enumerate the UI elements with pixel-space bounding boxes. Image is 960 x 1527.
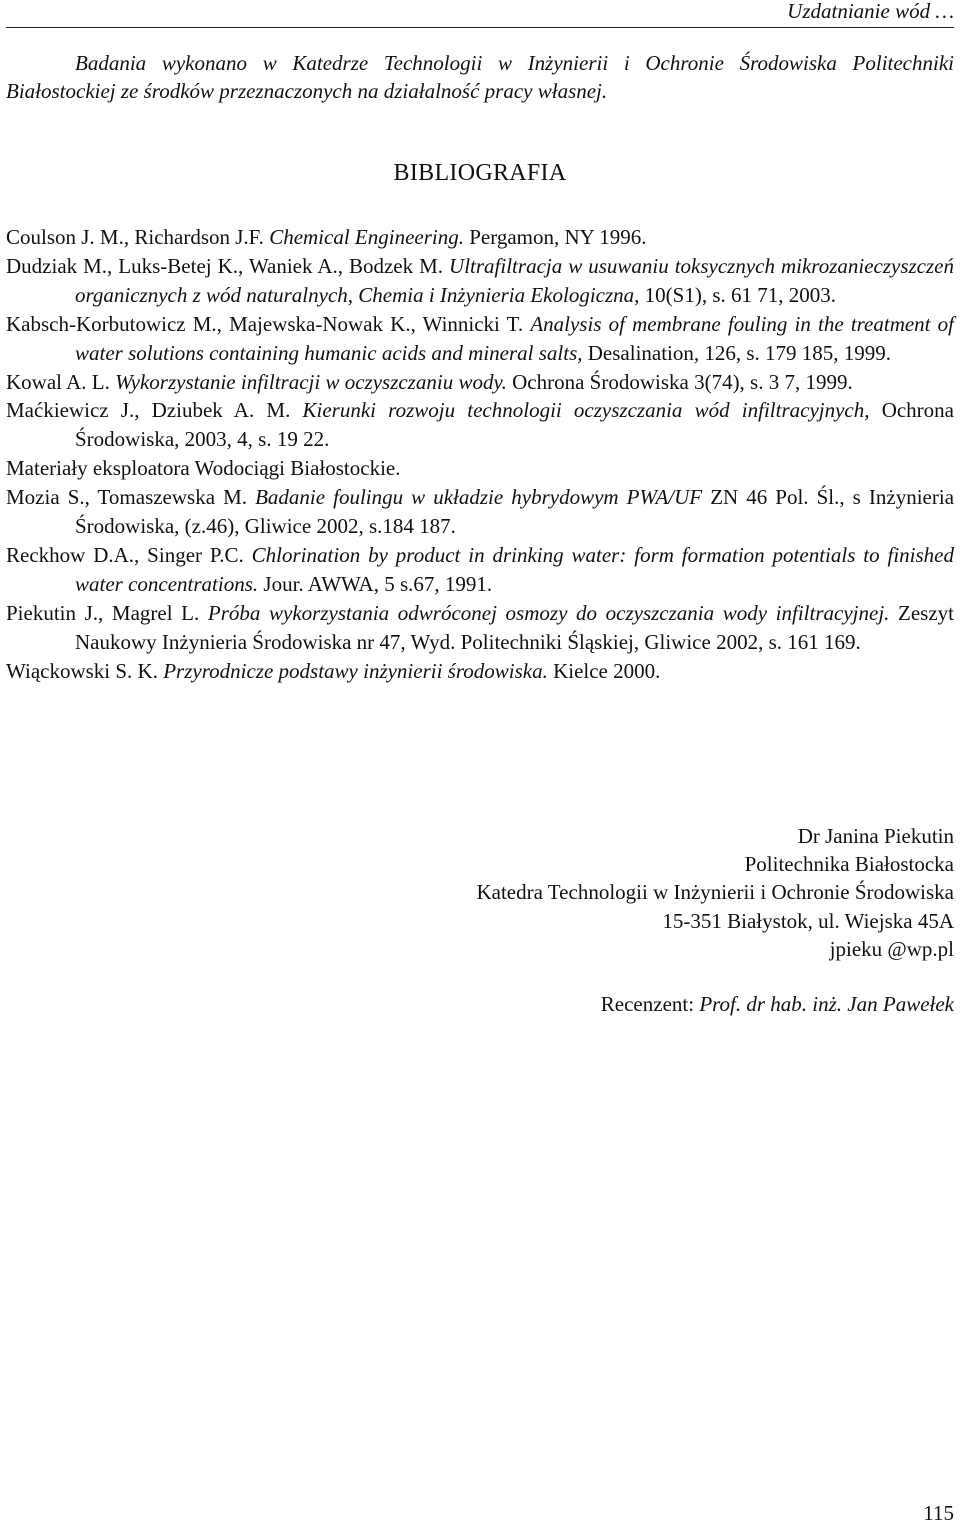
reference-entry (6, 252, 954, 310)
reference-authors: Kowal A. L. (6, 369, 110, 394)
reference-title: Analysis of membrane fouling in the treatment of water solutions containing humanic acids and mineral salts, (75, 311, 954, 365)
header-rule (6, 27, 954, 28)
acknowledgement: Badania wykonano w Katedrze Technologii w Inżynierii i Ochronie Środowiska Politechniki Białostockiej ze środków przeznaczonych na działalność pracy własnej. (6, 51, 954, 103)
reviewer-line (601, 990, 954, 1018)
reference-title: Badanie foulingu w układzie hybrydowym PWA/UF (255, 485, 703, 510)
running-header: Uzdatnianie wód … (787, 0, 954, 23)
author-institution: Politechnika Białostocka (744, 852, 954, 877)
reference-title: Przyrodnicze podstawy inżynierii środowiska. (163, 658, 548, 683)
reference-authors: Mozia S., Tomaszewska M. (6, 485, 248, 510)
reference-authors: Maćkiewicz J., Dziubek A. M. (6, 398, 291, 423)
reviewer-name: Prof. dr hab. inż. Jan Pawełek (699, 992, 954, 1016)
reference-authors: Coulson J. M., Richardson J.F. (6, 225, 264, 249)
author-department: Katedra Technologii w Inżynierii i Ochronie Środowiska (476, 880, 954, 905)
reference-entry (6, 483, 954, 541)
reference-details: Kielce 2000. (553, 658, 661, 683)
reference-entry (6, 368, 954, 397)
reference-list (6, 223, 954, 686)
reference-details: ZN 46 Pol. Śl., s Inżynieria Środowiska, (z.46), Gliwice 2002, s.184 187. (75, 485, 955, 539)
reference-title: Wykorzystanie infiltracji w oczyszczaniu wody. (115, 369, 507, 394)
reference-details: Ochrona Środowiska, 2003, 4, s. 19 22. (75, 398, 954, 452)
reviewer-label: Recenzent: (600, 992, 695, 1016)
reference-details: 10(S1), s. 61 71, 2003. (644, 282, 836, 307)
reference-title: Kierunki rozwoju technologii oczyszczania wód infiltracyjnych, (302, 398, 870, 423)
author-signature-block (476, 822, 954, 963)
reference-authors: Wiąckowski S. K. (6, 658, 158, 683)
reference-entry (6, 310, 954, 368)
reference-authors: Piekutin J., Magrel L. (6, 600, 200, 625)
reference-details: Desalination, 126, s. 179 185, 1999. (587, 340, 892, 365)
author-email: jpieku @wp.pl (829, 936, 954, 961)
reference-entry (6, 454, 954, 483)
reference-entry (6, 396, 954, 454)
reference-authors: Dudziak M., Luks-Betej K., Waniek A., Bodzek M. (6, 253, 444, 278)
author-name: Dr Janina Piekutin (797, 824, 954, 848)
reference-entry (6, 541, 954, 599)
reference-details: Zeszyt Naukowy Inżynieria Środowiska nr 47, Wyd. Politechniki Śląskiej, Gliwice 2002, s. 161 169. (75, 600, 955, 654)
reference-authors: Reckhow D.A., Singer P.C. (6, 542, 244, 567)
reference-title: Próba wykorzystania odwróconej osmozy do oczyszczania wody infiltracyjnej. (207, 600, 890, 625)
page-number: 115 (923, 1501, 954, 1525)
reference-authors: Materiały eksploatora Wodociągi Białostockie. (6, 456, 401, 481)
reference-title: Chemical Engineering. (269, 225, 464, 249)
reference-title: Chlorination by product in drinking water: form formation potentials to finished water concentrations. (75, 542, 954, 596)
reference-entry (6, 657, 954, 686)
author-address: 15-351 Białystok, ul. Wiejska 45A (662, 908, 954, 933)
reference-authors: Kabsch-Korbutowicz M., Majewska-Nowak K., Winnicki T. (6, 311, 524, 336)
reference-entry (6, 599, 954, 657)
reference-entry (6, 223, 954, 252)
reference-details: Ochrona Środowiska 3(74), s. 3 7, 1999. (512, 369, 853, 394)
bibliography-title: BIBLIOGRAFIA (393, 160, 567, 186)
reference-title: Ultrafiltracja w usuwaniu toksycznych mikrozanieczyszczeń organicznych z wód naturalnych, Chemia i Inżynieria Ekologiczna, (75, 253, 955, 307)
reference-details: Jour. AWWA, 5 s.67, 1991. (263, 571, 493, 596)
reference-details: Pergamon, NY 1996. (469, 225, 647, 249)
